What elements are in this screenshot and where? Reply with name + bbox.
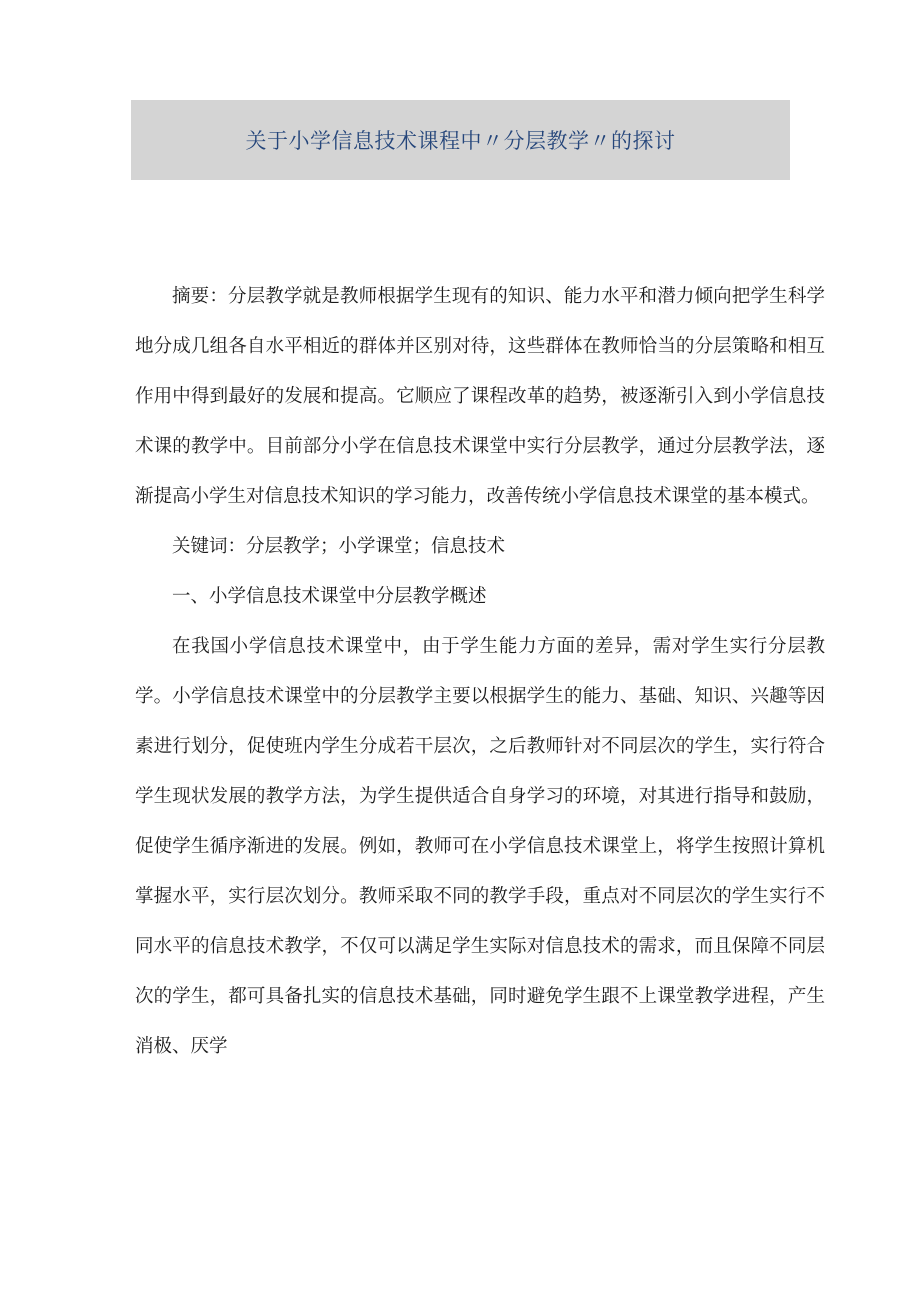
title-banner: [131, 100, 790, 180]
keywords-paragraph: 关键词：分层教学；小学课堂；信息技术: [172, 536, 506, 557]
section-heading: 一、小学信息技术课堂中分层教学概述: [172, 586, 487, 607]
document-body: [135, 272, 825, 1072]
abstract-paragraph: 摘要：分层教学就是教师根据学生现有的知识、能力水平和潜力倾向把学生科学地分成几组各自水平相近的群体并区别对待，这些群体在教师恰当的分层策略和相互作用中得到最好的发展和提高。它顺应了课程改革的趋势，被逐渐引入到小学信息技术课的教学中。目前部分小学在信息技术课堂中实行分层教学，通过分层教学法，逐渐提高小学生对信息技术知识的学习能力，改善传统小学信息技术课堂的基本模式。: [135, 286, 825, 507]
document-title: 关于小学信息技术课程中〃分层教学〃的探讨: [245, 129, 676, 153]
body-paragraph: 在我国小学信息技术课堂中，由于学生能力方面的差异，需对学生实行分层教学。小学信息技术课堂中的分层教学主要以根据学生的能力、基础、知识、兴趣等因素进行划分，促使班内学生分成若干层次，之后教师针对不同层次的学生，实行符合学生现状发展的教学方法，为学生提供适合自身学习的环境，对其进行指导和鼓励，促使学生循序渐进的发展。例如，教师可在小学信息技术课堂上，将学生按照计算机掌握水平，实行层次划分。教师采取不同的教学手段，重点对不同层次的学生实行不同水平的信息技术教学，不仅可以满足学生实际对信息技术的需求，而且保障不同层次的学生，都可具备扎实的信息技术基础，同时避免学生跟不上课堂教学进程，产生消极、厌学: [135, 636, 825, 1057]
